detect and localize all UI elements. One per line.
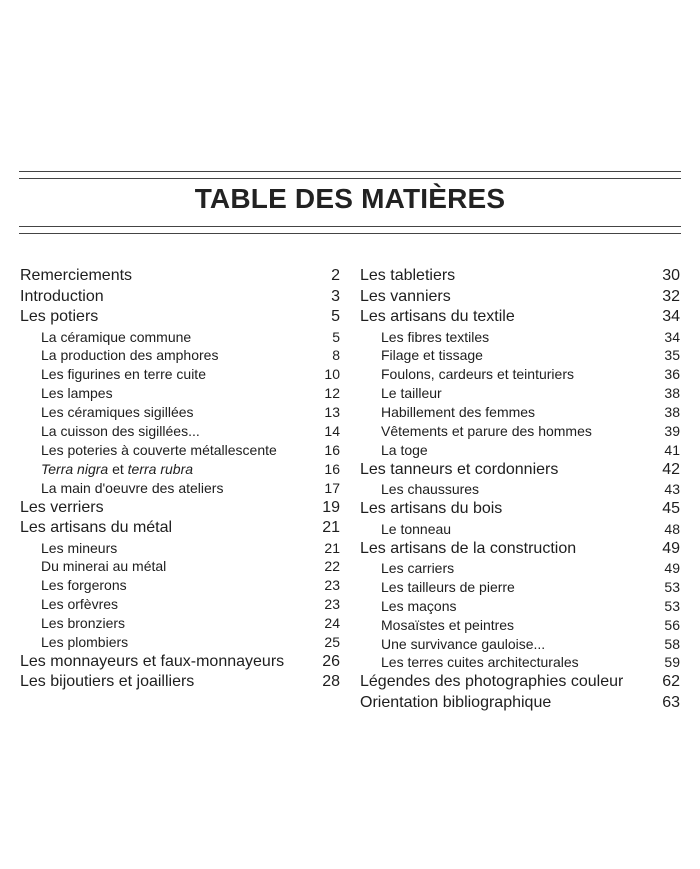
- toc-entry-label: Les verriers: [20, 498, 104, 516]
- toc-entry-page-number: 23: [324, 596, 340, 613]
- toc-entry-page-number: 10: [324, 366, 340, 383]
- toc-entry-page-number: 21: [324, 539, 340, 556]
- toc-section-entry: [20, 365, 340, 384]
- toc-entry-page-number: 17: [324, 479, 340, 496]
- toc-entry-page-number: 26: [322, 652, 340, 670]
- toc-section-entry: [360, 597, 680, 616]
- toc-entry-page-number: 62: [662, 673, 680, 691]
- toc-entry-page-number: 23: [324, 577, 340, 594]
- toc-entry-label: Les potiers: [20, 308, 99, 325]
- toc-entry-page-number: 43: [664, 481, 680, 498]
- toc-section-entry: [20, 460, 340, 479]
- toc-chapter-entry: [20, 672, 340, 693]
- toc-entry-label: La cuisson des sigillées...: [41, 422, 200, 439]
- toc-entry-label: Les mineurs: [41, 539, 118, 556]
- toc-entry-label-part: terra rubra: [127, 460, 194, 477]
- toc-entry-label: Les artisans du textile: [360, 308, 515, 325]
- toc-entry-page-number: 16: [324, 460, 340, 477]
- toc-entry-label: Les forgerons: [41, 577, 127, 594]
- toc-entry-page-number: 59: [664, 654, 680, 671]
- toc-chapter-entry: [360, 460, 680, 481]
- toc-chapter-entry: [360, 693, 680, 714]
- toc-entry-page-number: 5: [331, 308, 340, 325]
- toc-section-entry: [20, 539, 340, 558]
- toc-entry-label: Les vanniers: [360, 287, 451, 305]
- toc-entry-label: Habillement des femmes: [381, 404, 536, 421]
- toc-entry-page-number: 36: [664, 366, 680, 383]
- toc-entry-label: Les artisans de la construction: [360, 539, 577, 557]
- toc-section-entry: [360, 328, 680, 347]
- toc-entry-page-number: 34: [664, 328, 680, 345]
- toc-section-entry: [360, 403, 680, 422]
- toc-chapter-entry: [360, 672, 680, 693]
- toc-entry-label: Foulons, cardeurs et teinturiers: [381, 366, 574, 383]
- toc-entry-label: Les figurines en terre cuite: [41, 366, 206, 383]
- toc-entry-label: Orientation bibliographique: [360, 693, 552, 711]
- toc-entry-label: Les artisans du bois: [360, 500, 503, 518]
- toc-entry-page-number: 22: [324, 558, 340, 575]
- toc-entry-page-number: 53: [664, 597, 680, 614]
- toc-entry-label: Mosaïstes et peintres: [381, 616, 515, 633]
- toc-entry-label: Les tabletiers: [360, 267, 456, 284]
- toc-entry-label: Les bijoutiers et joailliers: [20, 673, 195, 691]
- toc-entry-page-number: 14: [324, 422, 340, 439]
- toc-entry-page-number: 38: [664, 385, 680, 402]
- toc-entry-page-number: 13: [324, 404, 340, 421]
- toc-entry-label: Les artisans du métal: [20, 519, 173, 537]
- toc-entry-label: Légendes des photographies couleur: [360, 673, 624, 691]
- toc-section-entry: [20, 595, 340, 614]
- toc-section-entry: [20, 479, 340, 498]
- toc-entry-label: Les plombiers: [41, 633, 129, 650]
- toc-entry-page-number: 24: [324, 615, 340, 632]
- toc-entry-page-number: 19: [322, 498, 340, 516]
- toc-section-entry: [360, 616, 680, 635]
- toc-chapter-entry: [20, 518, 340, 539]
- toc-section-entry: [360, 635, 680, 654]
- toc-entry-page-number: 2: [331, 267, 340, 284]
- toc-section-entry: [20, 422, 340, 441]
- toc-section-entry: [360, 441, 680, 460]
- bottom-rule-outer: [19, 233, 681, 234]
- toc-entry-page-number: 58: [664, 635, 680, 652]
- toc-entry-page-number: 12: [324, 385, 340, 402]
- top-rule-outer: [19, 171, 681, 172]
- toc-entry-page-number: 3: [331, 287, 340, 305]
- toc-entry-label: Du minerai au métal: [41, 558, 167, 575]
- toc-entry-label-part: et: [108, 460, 128, 477]
- toc-entry-label: La main d'oeuvre des ateliers: [41, 479, 224, 496]
- toc-section-entry: [20, 557, 340, 576]
- toc-entry-label: La toge: [381, 441, 428, 458]
- toc-entry-label: Les céramiques sigillées: [41, 404, 194, 421]
- toc-entry-label: Les carriers: [381, 560, 455, 577]
- toc-entry-label: Les monnayeurs et faux-monnayeurs: [20, 652, 285, 670]
- toc-chapter-entry: [360, 307, 680, 328]
- toc-entry-label: Introduction: [20, 287, 104, 305]
- toc-chapter-entry: [360, 287, 680, 308]
- toc-section-entry: [20, 614, 340, 633]
- toc-entry-label: Filage et tissage: [381, 347, 483, 364]
- toc-entry-page-number: 34: [662, 308, 680, 325]
- toc-entry-label: Le tailleur: [381, 385, 442, 402]
- toc-entry-page-number: 25: [324, 633, 340, 650]
- toc-entry-page-number: 45: [662, 500, 680, 518]
- toc-entry-page-number: 39: [664, 422, 680, 439]
- toc-entry-label: Les fibres textiles: [381, 328, 490, 345]
- toc-entry-label: [41, 460, 193, 479]
- toc-entry-page-number: 41: [664, 441, 680, 458]
- toc-entry-page-number: 21: [322, 519, 340, 537]
- toc-entry-label: Les poteries à couverte métallescente: [41, 441, 277, 458]
- toc-entry-page-number: 63: [662, 693, 680, 711]
- toc-chapter-entry: [20, 287, 340, 308]
- toc-entry-label: Une survivance gauloise...: [381, 635, 546, 652]
- toc-entry-label: Les tailleurs de pierre: [381, 578, 515, 595]
- toc-right-column: [360, 266, 680, 713]
- toc-section-entry: [20, 633, 340, 652]
- toc-entry-page-number: 8: [332, 347, 340, 364]
- toc-entry-page-number: 28: [322, 673, 340, 691]
- toc-chapter-entry: [20, 307, 340, 328]
- toc-entry-page-number: 56: [664, 616, 680, 633]
- toc-entry-page-number: 49: [664, 560, 680, 577]
- toc-entry-page-number: 16: [324, 441, 340, 458]
- toc-section-entry: [20, 403, 340, 422]
- page-title: TABLE DES MATIÈRES: [194, 183, 506, 214]
- toc-chapter-entry: [360, 266, 680, 287]
- toc-entry-label: Les lampes: [41, 385, 113, 402]
- toc-entry-label: Les chaussures: [381, 481, 480, 498]
- toc-section-entry: [360, 520, 680, 539]
- toc-entry-label: Les terres cuites architecturales: [381, 654, 579, 671]
- toc-entry-page-number: 38: [664, 404, 680, 421]
- toc-entry-page-number: 42: [662, 460, 680, 478]
- toc-entry-page-number: 32: [662, 287, 680, 305]
- toc-entry-page-number: 48: [664, 520, 680, 537]
- toc-left-column: [20, 266, 340, 693]
- toc-section-entry: [360, 346, 680, 365]
- toc-section-entry: [360, 384, 680, 403]
- toc-section-entry: [20, 576, 340, 595]
- toc-chapter-entry: [20, 652, 340, 673]
- toc-entry-label: Remerciements: [20, 267, 133, 284]
- toc-entry-label: Vêtements et parure des hommes: [381, 422, 592, 439]
- toc-chapter-entry: [360, 539, 680, 560]
- toc-entry-page-number: 30: [662, 267, 680, 284]
- toc-entry-label: Les orfèvres: [41, 596, 119, 613]
- toc-section-entry: [360, 422, 680, 441]
- toc-section-entry: [20, 346, 340, 365]
- toc-section-entry: [20, 328, 340, 347]
- toc-entry-page-number: 53: [664, 578, 680, 595]
- toc-entry-label: Les maçons: [381, 597, 457, 614]
- toc-section-entry: [360, 559, 680, 578]
- toc-entry-label: Les tanneurs et cordonniers: [360, 460, 559, 478]
- toc-entry-label: Le tonneau: [381, 520, 452, 537]
- toc-section-entry: [360, 365, 680, 384]
- toc-section-entry: [20, 384, 340, 403]
- toc-section-entry: [360, 653, 680, 672]
- toc-entry-page-number: 35: [664, 347, 680, 364]
- toc-entry-page-number: 5: [332, 328, 340, 345]
- toc-chapter-entry: [20, 498, 340, 519]
- toc-chapter-entry: [20, 266, 340, 287]
- toc-entry-label: Les bronziers: [41, 615, 126, 632]
- toc-entry-page-number: 49: [662, 539, 680, 557]
- toc-section-entry: [20, 441, 340, 460]
- bottom-rule-inner: [19, 226, 681, 227]
- toc-section-entry: [360, 578, 680, 597]
- toc-entry-label: La production des amphores: [41, 347, 219, 364]
- toc-chapter-entry: [360, 499, 680, 520]
- toc-section-entry: [360, 480, 680, 499]
- toc-entry-label: La céramique commune: [41, 328, 192, 345]
- toc-entry-label-part: Terra nigra: [41, 460, 109, 477]
